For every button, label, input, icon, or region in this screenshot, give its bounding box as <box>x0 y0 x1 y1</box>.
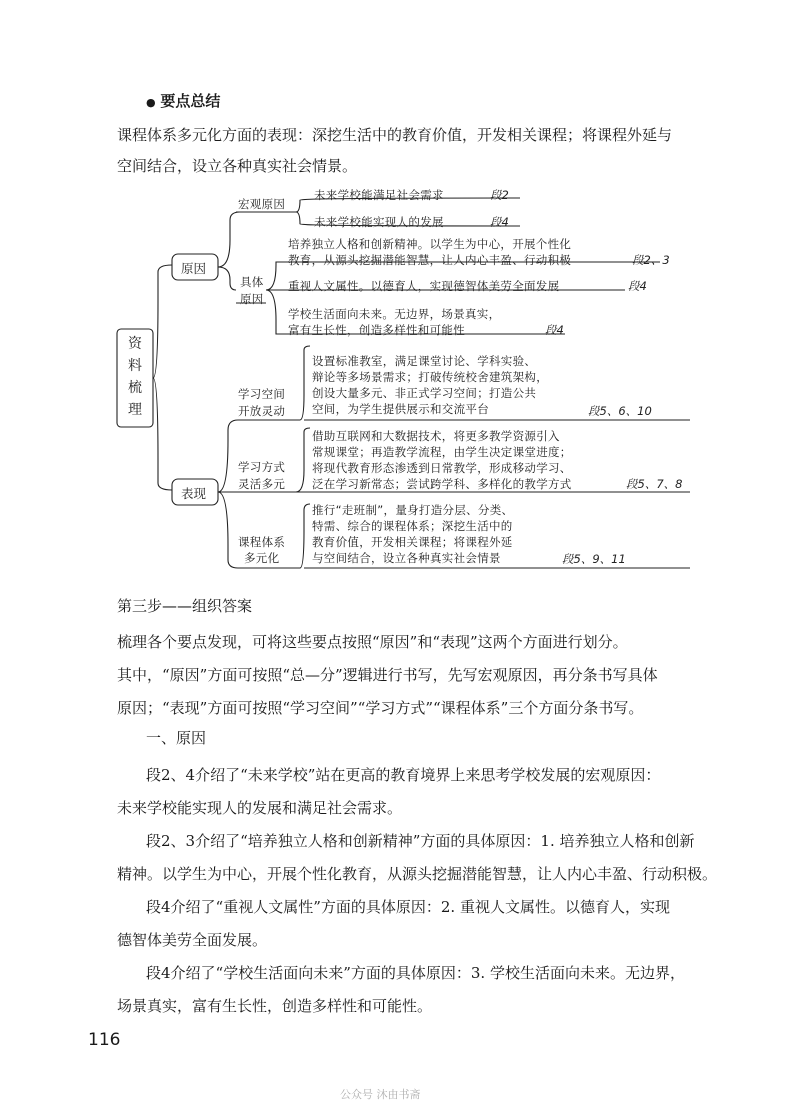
para-1-line-1: 段2、4介绍了“未来学校”站在更高的教育境界上来思考学校发展的宏观原因： <box>146 766 661 784</box>
watermark: 公众号 沐由书斋 <box>340 1088 421 1101</box>
specific-item-1-line1: 培养独立人格和创新精神。以学生为中心，开展个性化 <box>288 237 572 251</box>
section-heading-cause: 一、原因 <box>146 729 207 747</box>
perf-space-label-2: 开放灵动 <box>238 404 286 418</box>
para-2-line-1: 段2、3介绍了“培养独立人格和创新精神”方面的具体原因：1. 培养独立人格和创新 <box>146 832 695 850</box>
perf-space-line-4: 空间，为学生提供展示和交流平台 <box>312 402 489 416</box>
step3-intro-line-3: 原因；“表现”方面可按照“学习空间”“学习方式”“课程体系”三个方面分条书写。 <box>117 699 644 717</box>
perf-space-label-1: 学习空间 <box>238 387 286 401</box>
macro-item-2-seg: 段4 <box>490 215 509 229</box>
perf-method-label-2: 灵活多元 <box>238 477 286 491</box>
specific-item-3-line2: 富有生长性，创造多样性和可能性 <box>288 323 465 337</box>
perf-method-line-2: 常规课堂；再造教学流程，由学生决定课堂进度； <box>312 445 572 459</box>
para-2 <box>117 825 718 891</box>
perf-method-line-1: 借助互联网和大数据技术，将更多教学资源引入 <box>312 429 560 443</box>
perf-label: 表现 <box>181 486 207 501</box>
root-to-perf-line <box>153 378 172 490</box>
perf-course-line-1: 推行“走班制”，量身打造分层、分类、 <box>312 503 514 517</box>
mind-map-root: 资料梳理 <box>128 336 142 418</box>
perf-course-line-3: 教育价值，开发相关课程；将课程外延 <box>312 535 513 549</box>
specific-item-3-seg: 段4 <box>545 323 564 337</box>
specific-item-2-line1: 重视人文属性。以德育人，实现德智体美劳全面发展 <box>288 279 560 293</box>
perf-course-label-2: 多元化 <box>244 551 280 565</box>
perf-space-line-3: 创设大量多元、非正式学习空间；打造公共 <box>312 386 537 400</box>
specific-cause-label-2: 原因 <box>240 292 264 306</box>
cause-label: 原因 <box>181 261 207 276</box>
perf-course-line-4: 与空间结合，设立各种真实社会情景 <box>312 551 501 565</box>
summary-heading-text: 要点总结 <box>160 92 221 110</box>
para-4 <box>117 957 699 1023</box>
para-3-line-1: 段4介绍了“重视人文属性”方面的具体原因：2. 重视人文属性。以德育人，实现 <box>146 898 670 916</box>
cause-to-specific-line <box>218 267 236 290</box>
bullet-icon: ● <box>146 96 156 109</box>
perf-space-line-1: 设置标准教室，满足课堂讨论、学科实验、 <box>312 354 537 368</box>
para-1-line-2: 未来学校能实现人的发展和满足社会需求。 <box>117 799 403 817</box>
macro-item-2: 未来学校能实现人的发展 <box>314 215 444 229</box>
para-3 <box>117 891 699 957</box>
step3-heading: 第三步——组织答案 <box>117 597 253 615</box>
specific-item-1-seg: 段2、3 <box>632 253 670 267</box>
perf-space-seg: 段5、6、10 <box>588 404 652 418</box>
page-number: 116 <box>88 1030 121 1050</box>
perf-method-line-3: 将现代教育形态渗透到日常教学，形成移动学习、 <box>312 461 572 475</box>
specific-cause-label-1: 具体 <box>240 275 264 289</box>
para-2-line-2: 精神。以学生为中心，开展个性化教育，从源头挖掘潜能智慧，让人内心丰盈、行动积极。 <box>117 865 718 883</box>
root-to-cause-line <box>153 265 172 378</box>
perf-course-line-2: 特需、综合的课程体系；深挖生活中的 <box>312 519 513 533</box>
macro-item-1: 未来学校能满足社会需求 <box>314 188 444 202</box>
para-1 <box>117 759 699 825</box>
step3-intro-line-2: 其中，“原因”方面可按照“总—分”逻辑进行书写，先写宏观原因，再分条书写具体 <box>117 666 658 684</box>
step3-intro-line-1: 梳理各个要点发现，可将这些要点按照“原因”和“表现”这两个方面进行划分。 <box>117 633 628 651</box>
perf-course-label-1: 课程体系 <box>238 535 286 549</box>
perf-to-course-line <box>218 492 238 568</box>
specific-item-1-line2: 教育，从源头挖掘潜能智慧，让人内心丰盈、行动积极 <box>288 253 572 267</box>
perf-method-seg: 段5、7、8 <box>626 477 683 491</box>
specific-item-2-seg: 段4 <box>628 279 647 293</box>
cause-to-macro-line <box>218 212 240 267</box>
macro-cause-label: 宏观原因 <box>238 197 286 211</box>
perf-method-line-4: 泛在学习新常态；尝试跨学科、多样化的教学方式 <box>312 477 572 491</box>
perf-course-seg: 段5、9、11 <box>562 552 626 566</box>
summary-line-2: 空间结合，设立各种真实社会情景。 <box>117 157 358 175</box>
perf-method-label-1: 学习方式 <box>238 460 286 474</box>
macro-item-1-seg: 段2 <box>490 188 509 202</box>
para-4-line-2: 场景真实，富有生长性，创造多样性和可能性。 <box>117 997 433 1015</box>
para-3-line-2: 德智体美劳全面发展。 <box>117 931 268 949</box>
summary-line-1: 课程体系多元化方面的表现：深挖生活中的教育价值，开发相关课程；将课程外延与 <box>117 126 673 144</box>
perf-to-space-line <box>218 420 238 492</box>
step3-intro <box>117 626 699 725</box>
para-4-line-1: 段4介绍了“学校生活面向未来”方面的具体原因：3. 学校生活面向未来。无边界， <box>146 964 685 982</box>
specific-item-3-line1: 学校生活面向未来。无边界，场景真实， <box>288 307 501 321</box>
perf-space-line-2: 辩论等多场景需求；打破传统校舍建筑架构， <box>312 370 548 384</box>
